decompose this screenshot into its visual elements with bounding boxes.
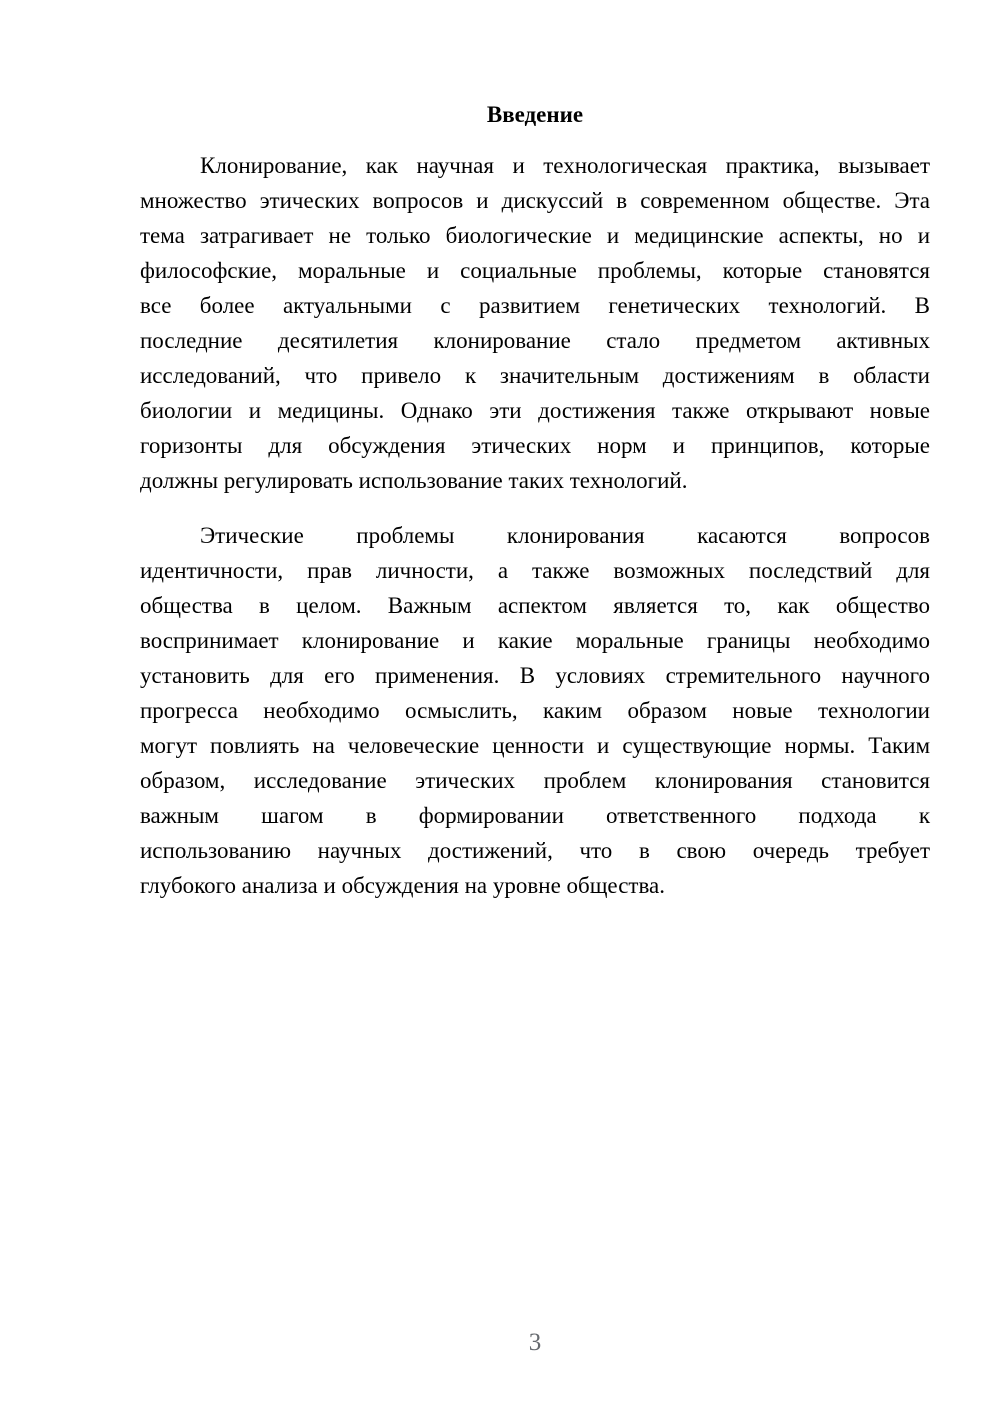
text-block [140, 97, 930, 923]
page-number: 3 [528, 1329, 542, 1356]
text-line: должны регулировать использование таких технологий. [140, 468, 688, 493]
text-line: глубокого анализа и обсуждения на уровне общества. [140, 873, 665, 898]
text-line: Клонирование, как научная и технологическая практика, вызывает [200, 153, 930, 178]
text-line: важным шагом в формировании ответственного подхода к [140, 803, 930, 828]
text-line: установить для его применения. В условиях стремительного научного [140, 663, 930, 688]
text-line: Этические проблемы клонирования касаются вопросов [200, 523, 930, 548]
text-line: идентичности, прав личности, а также возможных последствий для [140, 558, 930, 583]
text-line: общества в целом. Важным аспектом является то, как общество [140, 593, 930, 618]
text-line: биологии и медицины. Однако эти достижения также открывают новые [140, 398, 930, 423]
text-line: философские, моральные и социальные проблемы, которые становятся [140, 258, 930, 283]
text-line: могут повлиять на человеческие ценности и существующие нормы. Таким [140, 733, 930, 758]
paragraph-1 [140, 148, 930, 498]
text-line: образом, исследование этических проблем клонирования становится [140, 768, 930, 793]
text-line: все более актуальными с развитием генетических технологий. В [140, 293, 930, 318]
paragraph-2 [140, 518, 930, 903]
text-line: использованию научных достижений, что в свою очередь требует [140, 838, 930, 863]
text-line: тема затрагивает не только биологические и медицинские аспекты, но и [140, 223, 930, 248]
text-line: последние десятилетия клонирование стало предметом активных [140, 328, 930, 353]
section-title: Введение [486, 102, 584, 127]
text-line: воспринимает клонирование и какие моральные границы необходимо [140, 628, 930, 653]
text-line: горизонты для обсуждения этических норм и принципов, которые [140, 433, 930, 458]
text-line: исследований, что привело к значительным достижениям в области [140, 363, 930, 388]
text-line: множество этических вопросов и дискуссий в современном обществе. Эта [140, 188, 930, 213]
text-line: прогресса необходимо осмыслить, каким образом новые технологии [140, 698, 930, 723]
